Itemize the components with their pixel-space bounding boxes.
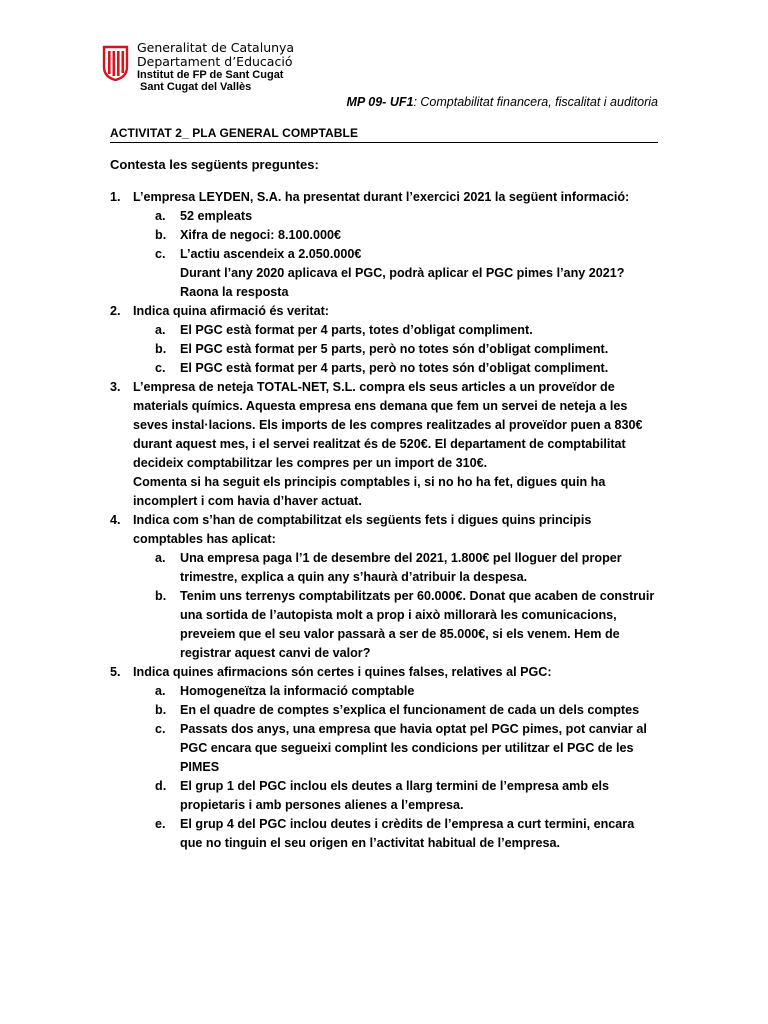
module-heading: [347, 95, 658, 109]
item-letter: c.: [155, 247, 166, 261]
module-code: MP 09- UF1: [346, 95, 414, 109]
question-2: [110, 302, 660, 321]
question-4: [110, 511, 660, 549]
list-item: [110, 226, 660, 245]
item-text: El grup 4 del PGC inclou deutes i crèdits de l’empresa a curt termini, encara que no tinguin el seu origen en l’activitat habitual de l’empresa.: [180, 817, 635, 850]
item-letter: d.: [155, 779, 167, 793]
question-text: Indica quines afirmacions són certes i quines falses, relatives al PGC:: [133, 665, 552, 679]
question-number: 4.: [110, 513, 121, 527]
question-3: [110, 378, 660, 473]
item-letter: a.: [155, 551, 166, 565]
intro-text: Contesta les següents preguntes:: [110, 157, 319, 172]
list-item: [110, 682, 660, 701]
item-letter: b.: [155, 703, 167, 717]
item-letter: a.: [155, 684, 166, 698]
question-number: 3.: [110, 380, 121, 394]
list-item: [110, 340, 660, 359]
list-item: [110, 720, 660, 777]
item-text: Una empresa paga l’1 de desembre del 2021, 1.800€ pel lloguer del proper trimestre, explica a quin any s’haurà d’atribuir la despesa.: [180, 551, 622, 584]
list-item: [110, 207, 660, 226]
item-letter: e.: [155, 817, 166, 831]
org-line-2: Departament d’Educació: [137, 54, 293, 69]
list-item: [110, 321, 660, 340]
item-letter: b.: [155, 589, 167, 603]
question-text: L’empresa de neteja TOTAL-NET, S.L. compra els seus articles a un proveïdor de materials químics. Aquesta empresa ens demana que fem un servei de neteja a les seves instal·lacions. Els imports de les compres realitzades al proveïdor puen a 830€ durant aquest mes, i el servei realitzat és de 520€. El departament de comptabilitat decideix comptabilitzar les compres per un import de 310€.: [133, 380, 643, 470]
item-text: El PGC està format per 4 parts, totes d’obligat compliment.: [180, 323, 533, 337]
questions-list: [110, 188, 660, 853]
institute-city: Sant Cugat del Vallès: [140, 81, 252, 93]
module-title: : Comptabilitat financera, fiscalitat i auditoria: [413, 95, 658, 109]
question-1: [110, 188, 660, 207]
question-followup: Durant l’any 2020 aplicava el PGC, podrà aplicar el PGC pimes l’any 2021? Raona la resposta: [180, 266, 625, 299]
question-text: L’empresa LEYDEN, S.A. ha presentat durant l’exercici 2021 la següent informació:: [133, 190, 630, 204]
activity-title: ACTIVITAT 2_ PLA GENERAL COMPTABLE: [110, 126, 658, 143]
question-number: 5.: [110, 665, 121, 679]
generalitat-logo-icon: [101, 45, 130, 81]
item-letter: b.: [155, 228, 167, 242]
list-item: [110, 701, 660, 720]
item-text: El grup 1 del PGC inclou els deutes a llarg termini de l’empresa amb els propietaris i amb persones alienes a l’empresa.: [180, 779, 610, 812]
list-item: [110, 587, 660, 663]
organization-name: [137, 41, 294, 69]
item-letter: c.: [155, 722, 166, 736]
list-item: [110, 245, 660, 264]
item-text: Xifra de negoci: 8.100.000€: [180, 228, 342, 242]
institute-name: Institut de FP de Sant Cugat: [137, 69, 284, 81]
list-item: [110, 359, 660, 378]
list-item: [110, 815, 660, 853]
item-letter: b.: [155, 342, 167, 356]
question-text: Indica quina afirmació és veritat:: [133, 304, 329, 318]
list-item: [110, 549, 660, 587]
item-letter: c.: [155, 361, 166, 375]
list-item: [110, 777, 660, 815]
org-line-1: Generalitat de Catalunya: [137, 40, 295, 55]
item-text: En el quadre de comptes s’explica el funcionament de cada un dels comptes: [180, 703, 640, 717]
question-5: [110, 663, 660, 682]
question-number: 1.: [110, 190, 121, 204]
question-text: Indica com s’han de comptabilitzat els següents fets i digues quins principis comptables has aplicat:: [133, 513, 592, 546]
item-text: 52 empleats: [180, 209, 253, 223]
item-letter: a.: [155, 209, 166, 223]
item-text: Homogeneïtza la informació comptable: [180, 684, 415, 698]
item-text: L’actiu ascendeix a 2.050.000€: [180, 247, 362, 261]
item-letter: a.: [155, 323, 166, 337]
item-text: Tenim uns terrenys comptabilitzats per 60.000€. Donat que acaben de construir una sortida de l’autopista molt a prop i això millorarà les comunicacions, preveiem que el seu valor passarà a ser de 85.000€, si els venem. Hem de registrar aquest canvi de valor?: [180, 589, 655, 660]
item-text: El PGC està format per 5 parts, però no totes són d’obligat compliment.: [180, 342, 609, 356]
question-followup: Comenta si ha seguit els principis comptables i, si no ho ha fet, digues quin ha incomplert i com havia d’haver actuat.: [133, 475, 606, 508]
item-text: Passats dos anys, una empresa que havia optat pel PGC pimes, pot canviar al PGC encara que segueixi complint les condicions per utilitzar el PGC de les PIMES: [180, 722, 647, 774]
item-text: El PGC està format per 4 parts, però no totes són d’obligat compliment.: [180, 361, 609, 375]
institute-block: [137, 69, 283, 93]
question-number: 2.: [110, 304, 121, 318]
